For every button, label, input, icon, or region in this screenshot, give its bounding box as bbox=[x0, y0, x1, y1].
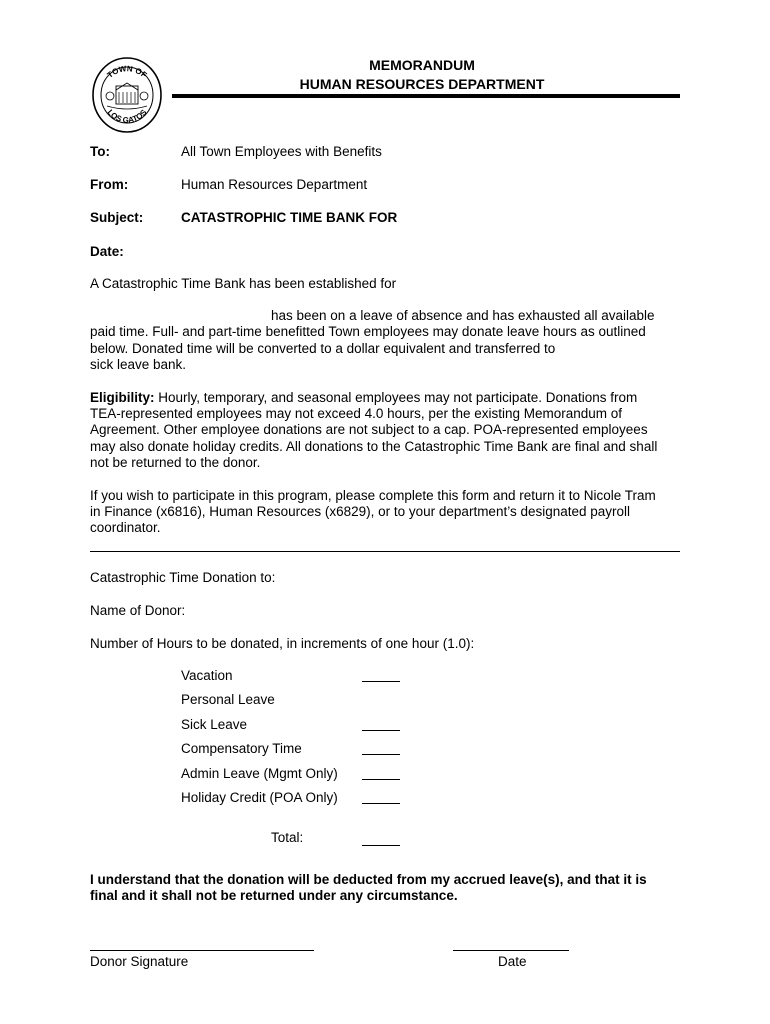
participate-line-3: coordinator. bbox=[90, 520, 161, 535]
donation-to-label: Catastrophic Time Donation to: bbox=[90, 570, 276, 585]
total-label: Total: bbox=[271, 830, 304, 845]
eligibility-line-5: not be returned to the donor. bbox=[90, 455, 261, 470]
compensatory-hours-field[interactable] bbox=[362, 754, 400, 755]
eligibility-line-2: TEA-represented employees may not exceed 4.0 hours, per the existing Memorandum of bbox=[90, 406, 623, 421]
eligibility-line-1 bbox=[90, 390, 637, 405]
eligibility-label: Eligibility: bbox=[90, 390, 155, 405]
signature-date-line[interactable] bbox=[453, 950, 569, 951]
leave-type-sick: Sick Leave bbox=[181, 717, 248, 732]
holiday-hours-field[interactable] bbox=[362, 803, 400, 804]
subject-value: CATASTROPHIC TIME BANK FOR bbox=[181, 210, 398, 225]
donor-signature-label: Donor Signature bbox=[90, 954, 189, 969]
leave-type-personal: Personal Leave bbox=[181, 692, 275, 707]
donor-signature-line[interactable] bbox=[90, 950, 314, 951]
donor-name-label: Name of Donor: bbox=[90, 603, 186, 618]
eligibility-text: Hourly, temporary, and seasonal employees may not participate. Donations from bbox=[154, 390, 638, 405]
leave-type-admin: Admin Leave (Mgmt Only) bbox=[181, 766, 338, 781]
hours-label: Number of Hours to be donated, in increments of one hour (1.0): bbox=[90, 636, 475, 651]
memo-title: MEMORANDUM bbox=[369, 57, 475, 73]
total-hours-field[interactable] bbox=[362, 845, 400, 846]
signature-date-label: Date bbox=[498, 954, 527, 969]
sick-hours-field[interactable] bbox=[362, 730, 400, 731]
date-label: Date: bbox=[90, 244, 124, 259]
leave-type-vacation: Vacation bbox=[181, 668, 233, 683]
eligibility-line-4: may also donate holiday credits. All donations to the Catastrophic Time Bank are final and shall bbox=[90, 439, 658, 454]
intro-line-1: A Catastrophic Time Bank has been established for bbox=[90, 276, 397, 291]
department-title: HUMAN RESOURCES DEPARTMENT bbox=[299, 76, 545, 92]
admin-hours-field[interactable] bbox=[362, 779, 400, 780]
to-value: All Town Employees with Benefits bbox=[181, 144, 382, 159]
svg-text:LOS GATOS: LOS GATOS bbox=[105, 107, 149, 125]
leave-type-compensatory: Compensatory Time bbox=[181, 741, 302, 756]
intro-line-5: sick leave bank. bbox=[90, 357, 187, 372]
from-value: Human Resources Department bbox=[181, 177, 368, 192]
participate-line-2: in Finance (x6816), Human Resources (x6829), or to your department’s designated payroll bbox=[90, 504, 631, 519]
intro-line-4: below. Donated time will be converted to a dollar equivalent and transferred to bbox=[90, 341, 556, 356]
to-label: To: bbox=[90, 144, 110, 159]
leave-type-holiday: Holiday Credit (POA Only) bbox=[181, 790, 338, 805]
vacation-hours-field[interactable] bbox=[362, 681, 400, 682]
intro-line-3: paid time. Full- and part-time benefitted Town employees may donate leave hours as outlined bbox=[90, 324, 646, 339]
acknowledgement-line-2: final and it shall not be returned under any circumstance. bbox=[90, 888, 458, 903]
intro-line-2: has been on a leave of absence and has exhausted all available bbox=[271, 308, 655, 323]
subject-label: Subject: bbox=[90, 210, 144, 225]
from-label: From: bbox=[90, 177, 129, 192]
svg-text:TOWN OF: TOWN OF bbox=[105, 64, 149, 80]
eligibility-line-3: Agreement. Other employee donations are not subject to a cap. POA-represented employees bbox=[90, 422, 648, 437]
section-divider bbox=[90, 551, 680, 552]
town-seal-logo bbox=[91, 56, 163, 134]
participate-line-1: If you wish to participate in this program, please complete this form and return it to Nicole Tram bbox=[90, 488, 656, 503]
header-rule bbox=[172, 94, 680, 98]
acknowledgement-line-1: I understand that the donation will be deducted from my accrued leave(s), and that it is bbox=[90, 872, 647, 887]
